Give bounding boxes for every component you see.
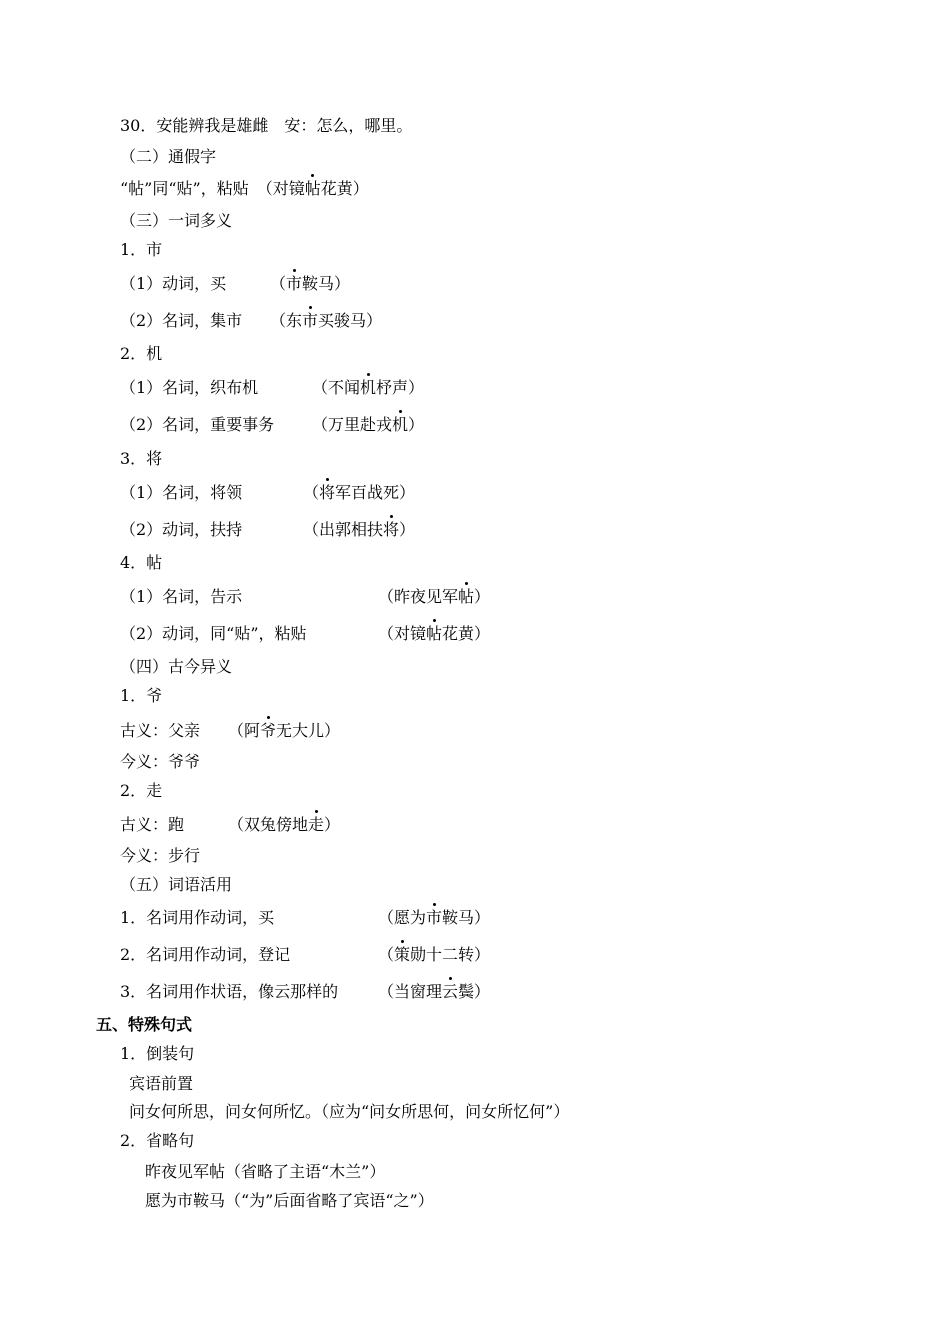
word-ye: [120, 686, 162, 706]
entry: [120, 311, 242, 331]
dotted-char: 帖: [304, 179, 321, 198]
text: 今义：爷爷: [120, 752, 201, 771]
text: （出郭相扶: [303, 520, 384, 539]
text: （2）动词，扶持: [120, 520, 243, 539]
text: 2．机: [120, 344, 163, 363]
text: （二）通假字: [120, 147, 217, 166]
text: 30．安能辨我是雄雌 安：怎么，哪里。: [120, 116, 413, 135]
text: 2．名词用作动词，登记: [120, 945, 291, 964]
tongjiazi-tie: [120, 179, 369, 199]
text: （2）名词，重要事务: [120, 415, 275, 434]
text: （昨夜见军: [378, 587, 459, 606]
example: [378, 982, 490, 1002]
example: [303, 520, 415, 540]
text: （: [378, 945, 395, 964]
example: [228, 721, 340, 741]
sentence: [129, 1102, 569, 1122]
text: （不闻: [312, 378, 361, 397]
word-shi: [120, 240, 162, 260]
text: 愿为市鞍马（“为”后面省略了宾语“之”）: [145, 1191, 434, 1210]
text: 杼声）: [376, 378, 425, 397]
text: 军百战死）: [335, 483, 416, 502]
sub-heading: [120, 1131, 194, 1151]
entry: [120, 587, 242, 607]
label: [129, 1074, 193, 1094]
entry: [120, 721, 200, 741]
text: 古义：父亲: [120, 721, 201, 740]
example: [228, 815, 340, 835]
text: （: [270, 274, 287, 293]
example: [312, 415, 424, 435]
text: 3．名词用作状语，像云那样的: [120, 982, 339, 1001]
text: 宾语前置: [129, 1074, 194, 1093]
entry: [120, 274, 226, 294]
example: [270, 311, 382, 331]
section-gujinyiyi: [120, 657, 232, 677]
text: 古义：跑: [120, 815, 185, 834]
text: （四）古今异义: [120, 657, 233, 676]
text: 2．省略句: [120, 1131, 195, 1150]
text: （1）名词，将领: [120, 483, 243, 502]
text: （2）动词，同“贴”，粘贴: [120, 624, 307, 643]
entry: [120, 378, 258, 398]
entry: [120, 520, 242, 540]
text: 2．走: [120, 781, 163, 800]
text: （2）名词，集市: [120, 311, 243, 330]
text: （万里赴戎: [312, 415, 393, 434]
dotted-char: 走: [308, 815, 325, 834]
text: 1．爷: [120, 686, 163, 705]
example: [378, 908, 490, 928]
word-jiang: [120, 449, 162, 469]
line-30: [120, 116, 412, 136]
text: （1）名词，织布机: [120, 378, 259, 397]
entry: [120, 815, 184, 835]
text: （五）词语活用: [120, 875, 233, 894]
sentence: [145, 1162, 385, 1182]
section-yiciduoyi: [120, 211, 232, 231]
example: [378, 587, 490, 607]
example: [312, 378, 424, 398]
text: 鬓）: [458, 982, 491, 1001]
text: 鞍马）: [442, 908, 491, 927]
text: 五、特殊句式: [96, 1015, 193, 1034]
section-heading-teshujushi: [96, 1015, 192, 1035]
text: 勋十二转）: [410, 945, 491, 964]
text: （东: [270, 311, 303, 330]
text: “帖”同“贴”，粘贴 （对镜: [120, 179, 305, 198]
text: （当窗理: [378, 982, 443, 1001]
text: （1）动词，买: [120, 274, 227, 293]
text: 鞍马）: [302, 274, 351, 293]
text: （阿: [228, 721, 261, 740]
entry: [120, 982, 338, 1002]
section-tongjiazi: [120, 147, 216, 167]
sentence: [145, 1191, 434, 1211]
text: 花黄）: [442, 624, 491, 643]
sub-heading: [120, 1044, 194, 1064]
dotted-char: 将: [383, 520, 400, 539]
text: 花黄）: [320, 179, 369, 198]
text: 4．帖: [120, 553, 163, 572]
text: 1．名词用作动词，买: [120, 908, 275, 927]
text: 今义：步行: [120, 846, 201, 865]
entry: [120, 483, 242, 503]
text: 1．市: [120, 240, 163, 259]
entry: [120, 945, 290, 965]
dotted-char: 机: [360, 378, 377, 397]
word-zou: [120, 781, 162, 801]
example: [378, 945, 490, 965]
example: [378, 624, 490, 644]
word-tie: [120, 553, 162, 573]
section-ciyuhuoyong: [120, 875, 232, 895]
entry: [120, 415, 274, 435]
text: ）: [474, 587, 491, 606]
dotted-char: 将: [319, 483, 336, 502]
text: 昨夜见军帖（省略了主语“木兰”）: [145, 1162, 386, 1181]
entry: [120, 908, 274, 928]
entry: [120, 752, 200, 772]
dotted-char: 市: [286, 274, 303, 293]
text: 3．将: [120, 449, 163, 468]
text: （: [303, 483, 320, 502]
example: [303, 483, 415, 503]
dotted-char: 市: [426, 908, 443, 927]
dotted-char: 策: [394, 945, 411, 964]
text: ）: [324, 815, 341, 834]
text: （愿为: [378, 908, 427, 927]
text: （三）一词多义: [120, 211, 233, 230]
dotted-char: 市: [302, 311, 319, 330]
dotted-char: 帖: [426, 624, 443, 643]
dotted-char: 机: [392, 415, 409, 434]
text: ）: [408, 415, 425, 434]
entry: [120, 846, 200, 866]
dotted-char: 帖: [458, 587, 475, 606]
text: 问女何所思，问女何所忆。（应为“问女所思何，问女所忆何”）: [129, 1102, 570, 1121]
text: ）: [399, 520, 416, 539]
example: [270, 274, 350, 294]
text: （双兔傍地: [228, 815, 309, 834]
text: 买骏马）: [318, 311, 383, 330]
dotted-char: 云: [442, 982, 459, 1001]
word-ji: [120, 344, 162, 364]
text: 1．倒装句: [120, 1044, 195, 1063]
text: （1）名词，告示: [120, 587, 243, 606]
text: （对镜: [378, 624, 427, 643]
entry: [120, 624, 307, 644]
text: 无大儿）: [276, 721, 341, 740]
dotted-char: 爷: [260, 721, 277, 740]
